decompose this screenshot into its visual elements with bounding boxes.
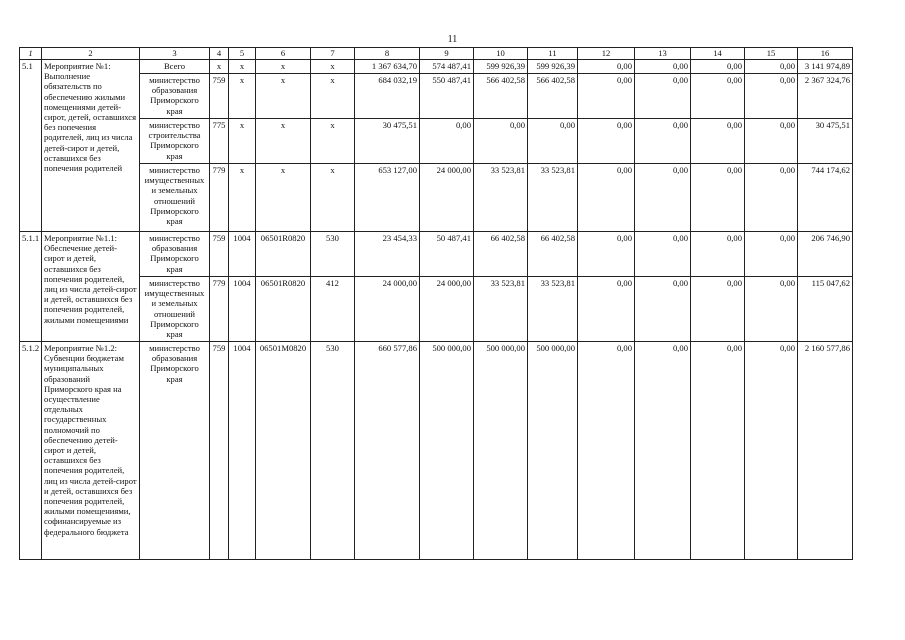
table-row — [20, 232, 853, 277]
amount-cell-c11: 66 402,58 — [528, 232, 578, 277]
column-header-3: 3 — [140, 48, 210, 60]
target-article-cell: 06501R0820 — [256, 232, 311, 277]
amount-cell-c9: 24 000,00 — [420, 164, 474, 232]
amount-cell-c10: 0,00 — [474, 119, 528, 164]
target-article-cell: 06501R0820 — [256, 277, 311, 342]
amount-cell-c16: 2 160 577,86 — [798, 342, 853, 560]
expense-type-cell: 412 — [311, 277, 355, 342]
amount-cell-c12: 0,00 — [578, 342, 635, 560]
amount-cell-c11: 33 523,81 — [528, 277, 578, 342]
section-code-cell: x — [229, 164, 256, 232]
amount-cell-c14: 0,00 — [691, 60, 745, 74]
amount-cell-c11: 566 402,58 — [528, 74, 578, 119]
amount-cell-c9: 574 487,41 — [420, 60, 474, 74]
grbs-code-cell: x — [210, 60, 229, 74]
table-row — [20, 74, 853, 119]
amount-cell-c16: 2 367 324,76 — [798, 74, 853, 119]
amount-cell-c12: 0,00 — [578, 119, 635, 164]
budget-table — [19, 47, 853, 560]
table-row — [20, 119, 853, 164]
amount-cell-c9: 0,00 — [420, 119, 474, 164]
column-header-15: 15 — [745, 48, 798, 60]
amount-cell-c9: 50 487,41 — [420, 232, 474, 277]
amount-cell-c11: 500 000,00 — [528, 342, 578, 560]
amount-cell-c12: 0,00 — [578, 74, 635, 119]
column-header-9: 9 — [420, 48, 474, 60]
executor-cell: министерство имущественных и земельных отношений Приморского края — [140, 277, 210, 342]
amount-cell-c14: 0,00 — [691, 232, 745, 277]
amount-cell-c16: 206 746,90 — [798, 232, 853, 277]
amount-cell-c15: 0,00 — [745, 74, 798, 119]
expense-type-cell: x — [311, 74, 355, 119]
amount-cell-c12: 0,00 — [578, 232, 635, 277]
amount-cell-c11: 0,00 — [528, 119, 578, 164]
amount-cell-c10: 566 402,58 — [474, 74, 528, 119]
amount-cell-c11: 599 926,39 — [528, 60, 578, 74]
target-article-cell: x — [256, 74, 311, 119]
amount-cell-c13: 0,00 — [635, 119, 691, 164]
grbs-code-cell: 759 — [210, 232, 229, 277]
amount-cell-c14: 0,00 — [691, 277, 745, 342]
section-code-cell: 1004 — [229, 342, 256, 560]
amount-cell-c16: 115 047,62 — [798, 277, 853, 342]
table-row — [20, 277, 853, 342]
amount-cell-c15: 0,00 — [745, 119, 798, 164]
amount-cell-c16: 3 141 974,89 — [798, 60, 853, 74]
amount-cell-c15: 0,00 — [745, 232, 798, 277]
section-code-cell: x — [229, 74, 256, 119]
amount-cell-c8: 1 367 634,70 — [355, 60, 420, 74]
executor-cell: министерство имущественных и земельных отношений Приморского края — [140, 164, 210, 232]
column-header-11: 11 — [528, 48, 578, 60]
amount-cell-c8: 23 454,33 — [355, 232, 420, 277]
column-header-1: 1 — [20, 48, 42, 60]
amount-cell-c8: 660 577,86 — [355, 342, 420, 560]
amount-cell-c13: 0,00 — [635, 277, 691, 342]
amount-cell-c12: 0,00 — [578, 60, 635, 74]
section-code-cell: 1004 — [229, 277, 256, 342]
amount-cell-c14: 0,00 — [691, 342, 745, 560]
amount-cell-c10: 33 523,81 — [474, 164, 528, 232]
expense-type-cell: x — [311, 60, 355, 74]
amount-cell-c15: 0,00 — [745, 277, 798, 342]
column-header-5: 5 — [229, 48, 256, 60]
target-article-cell: x — [256, 60, 311, 74]
amount-cell-c12: 0,00 — [578, 277, 635, 342]
target-article-cell: x — [256, 119, 311, 164]
executor-cell: министерство образования Приморского края — [140, 232, 210, 277]
amount-cell-c13: 0,00 — [635, 342, 691, 560]
amount-cell-c10: 66 402,58 — [474, 232, 528, 277]
executor-cell: Всего — [140, 60, 210, 74]
executor-cell: министерство образования Приморского края — [140, 342, 210, 560]
column-header-4: 4 — [210, 48, 229, 60]
amount-cell-c8: 30 475,51 — [355, 119, 420, 164]
amount-cell-c14: 0,00 — [691, 164, 745, 232]
table-body — [20, 60, 853, 560]
expense-type-cell: 530 — [311, 342, 355, 560]
row-number: 5.1 — [20, 60, 42, 232]
amount-cell-c16: 30 475,51 — [798, 119, 853, 164]
amount-cell-c8: 24 000,00 — [355, 277, 420, 342]
amount-cell-c11: 33 523,81 — [528, 164, 578, 232]
grbs-code-cell: 775 — [210, 119, 229, 164]
target-article-cell: x — [256, 164, 311, 232]
grbs-code-cell: 759 — [210, 342, 229, 560]
amount-cell-c10: 33 523,81 — [474, 277, 528, 342]
grbs-code-cell: 779 — [210, 277, 229, 342]
column-header-6: 6 — [256, 48, 311, 60]
row-number: 5.1.1 — [20, 232, 42, 342]
row-number: 5.1.2 — [20, 342, 42, 560]
target-article-cell: 06501M0820 — [256, 342, 311, 560]
amount-cell-c15: 0,00 — [745, 60, 798, 74]
amount-cell-c9: 550 487,41 — [420, 74, 474, 119]
column-header-8: 8 — [355, 48, 420, 60]
expense-type-cell: x — [311, 164, 355, 232]
amount-cell-c10: 500 000,00 — [474, 342, 528, 560]
executor-cell: министерство образования Приморского края — [140, 74, 210, 119]
column-header-7: 7 — [311, 48, 355, 60]
page-number: 11 — [447, 34, 458, 45]
expense-type-cell: 530 — [311, 232, 355, 277]
column-header-14: 14 — [691, 48, 745, 60]
amount-cell-c8: 653 127,00 — [355, 164, 420, 232]
measure-description: Мероприятие №1.1: Обеспечение детей-сирот и детей, оставшихся без попечения родителей, лиц из числа детей-сирот и детей, оставшихся без попечения родителей, жилыми помещениями — [42, 232, 140, 342]
table-row — [20, 60, 853, 74]
amount-cell-c16: 744 174,62 — [798, 164, 853, 232]
column-header-13: 13 — [635, 48, 691, 60]
amount-cell-c13: 0,00 — [635, 74, 691, 119]
header-row — [20, 48, 853, 60]
amount-cell-c10: 599 926,39 — [474, 60, 528, 74]
column-header-16: 16 — [798, 48, 853, 60]
executor-cell: министерство строительства Приморского края — [140, 119, 210, 164]
amount-cell-c8: 684 032,19 — [355, 74, 420, 119]
amount-cell-c14: 0,00 — [691, 74, 745, 119]
section-code-cell: x — [229, 119, 256, 164]
section-code-cell: x — [229, 60, 256, 74]
table-row — [20, 342, 853, 560]
table-row — [20, 164, 853, 232]
grbs-code-cell: 779 — [210, 164, 229, 232]
amount-cell-c15: 0,00 — [745, 164, 798, 232]
grbs-code-cell: 759 — [210, 74, 229, 119]
amount-cell-c15: 0,00 — [745, 342, 798, 560]
column-header-10: 10 — [474, 48, 528, 60]
amount-cell-c13: 0,00 — [635, 164, 691, 232]
amount-cell-c14: 0,00 — [691, 119, 745, 164]
amount-cell-c13: 0,00 — [635, 232, 691, 277]
measure-description: Мероприятие №1.2: Субвенции бюджетам муниципальных образований Приморского края на осуществление отдельных государственных полномочий по обеспечению детей-сирот и детей, оставшихся без попечения родителей, лиц из числа детей-сирот и детей, оставшихся без попечения родителей, жилыми помещениями, софинансируемые из федерального бюджета — [42, 342, 140, 560]
expense-type-cell: x — [311, 119, 355, 164]
column-header-2: 2 — [42, 48, 140, 60]
column-header-12: 12 — [578, 48, 635, 60]
amount-cell-c9: 500 000,00 — [420, 342, 474, 560]
measure-description: Мероприятие №1: Выполнение обязательств по обеспечению жилыми помещениями детей-сирот, детей, оставшихся без попечения родителей, лиц из числа детей-сирот и детей, оставшихся без попечения родителей — [42, 60, 140, 232]
amount-cell-c12: 0,00 — [578, 164, 635, 232]
amount-cell-c13: 0,00 — [635, 60, 691, 74]
amount-cell-c9: 24 000,00 — [420, 277, 474, 342]
section-code-cell: 1004 — [229, 232, 256, 277]
